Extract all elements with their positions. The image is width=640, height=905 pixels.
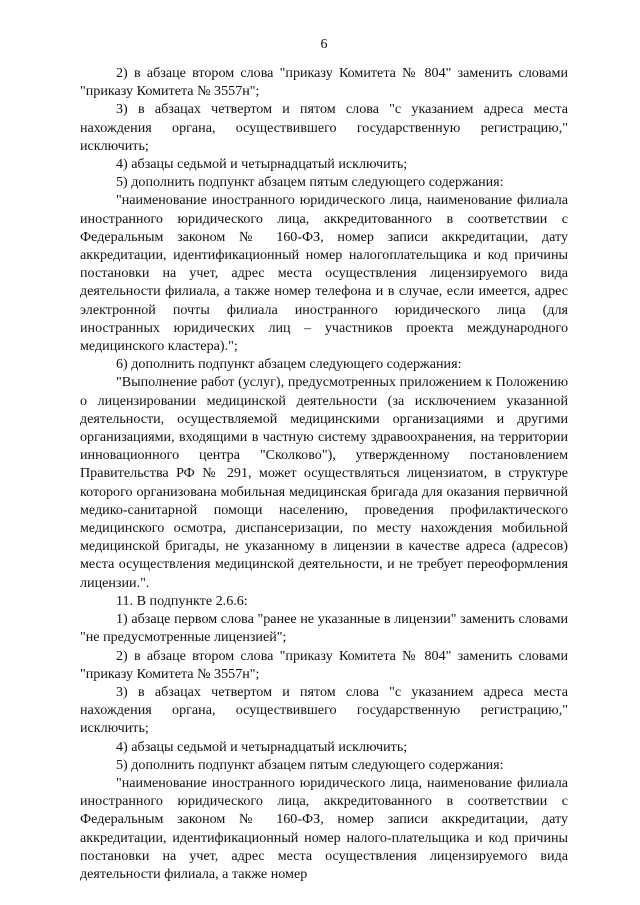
paragraph-3-address: 3) в абзацах четвертом и пятом слова "с указанием адреса места нахождения органа, осуществившего государственную регистрацию," исключить; [80,101,568,154]
paragraph-4-exclude-repeat: 4) абзацы седьмой и четырнадцатый исключить; [116,738,408,755]
paragraph-11-heading: 11. В подпункте 2.6.6: [116,592,248,609]
paragraph-1-not-in-license: 1) абзаце первом слова "ранее не указанные в лицензии" заменить словами "не предусмотренные лицензией"; [80,611,568,646]
paragraph-5-add-repeat: 5) дополнить подпункт абзацем пятым следующего содержания: [116,756,504,773]
paragraph-quote-mobile-brigade: "Выполнение работ (услуг), предусмотренных приложением к Положению о лицензировании медицинской деятельности (за исключением указанной деятельности, осуществляемой медицинскими организациями и другими организациями, входящими в частную систему здравоохранения, на территории инновационного центра "Сколково"), утвержденному постановлением Правительства РФ № 291, может осуществляться лицензиатом, в структуре которого организована мобильная медицинская бригада для оказания первичной медико-санитарной помощи населению, проведения профилактического медицинского осмотра, диспансеризации, по месту нахождения мобильной медицинской бригады, не указанному в лицензии в качестве адреса (адресов) места осуществления медицинской деятельности, и не требует переоформления лицензии.". [80,374,568,591]
paragraph-5-add: 5) дополнить подпункт абзацем пятым следующего содержания: [116,174,504,191]
paragraph-6-add: 6) дополнить подпункт абзацем следующего содержания: [116,356,462,373]
page-number: 6 [320,37,328,52]
paragraph-quote-foreign-entity: "наименование иностранного юридического лица, наименование филиала иностранного юридического лица, аккредитованного в соответствии с Федеральным законом № 160-ФЗ, номер записи аккредитации, дату аккредитации, идентификационный номер налогоплательщика и код причины постановки на учет, адрес места осуществления лицензируемого вида деятельности филиала, а также номер телефона и в случае, если имеется, адрес электронной почты филиала иностранного юридического лица (для иностранных юридических лиц – участников проекта международного медицинского кластера)."; [80,192,568,355]
paragraph-4-exclude: 4) абзацы седьмой и четырнадцатый исключить; [116,156,408,173]
paragraph-2-804: 2) в абзаце втором слова "приказу Комитета № 804" заменить словами "приказу Комитета № 3557н"; [80,65,568,100]
paragraph-quote-foreign-entity-repeat: "наименование иностранного юридического лица, наименование филиала иностранного юридического лица, аккредитованного в соответствии с Федеральным законом № 160-ФЗ, номер записи аккредитации, дату аккредитации, идентификационный номер налого-плательщика и код причины постановки на учет, адрес места осуществления лицензируемого вида деятельности филиала, а также номер [80,774,568,882]
paragraph-3-address-repeat: 3) в абзацах четвертом и пятом слова "с указанием адреса места нахождения органа, осуществившего государственную регистрацию," исключить; [80,683,568,737]
document-body [80,64,568,883]
paragraph-2-804-repeat: 2) в абзаце втором слова "приказу Комитета № 804" заменить словами "приказу Комитета № 3557н"; [80,647,568,682]
